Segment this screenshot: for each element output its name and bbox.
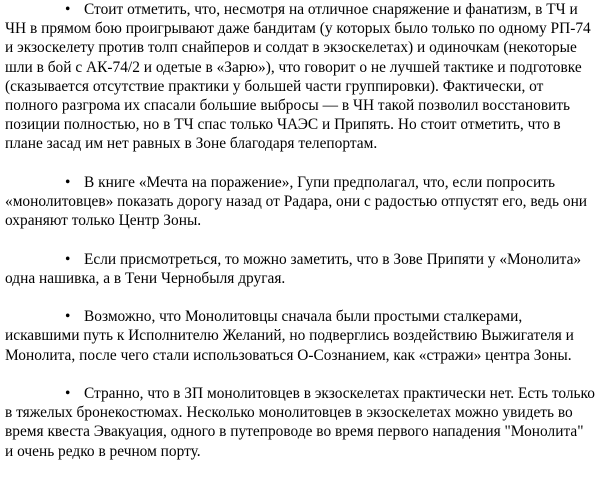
- list-item: [5, 384, 595, 461]
- bullet-icon: •: [65, 250, 71, 268]
- document-body: [5, 0, 595, 461]
- list-item-text: Если присмотреться, то можно заметить, что в Зове Припяти у «Монолита» одна нашивка, а в Тени Чернобыля другая.: [5, 250, 582, 287]
- bullet-icon: •: [65, 308, 71, 326]
- list-item-text: В книге «Мечта на поражение», Гупи предполагал, что, если попросить «монолитовцев» показать дорогу назад от Радара, они с радостью отпустят его, ведь они охраняют только Центр Зоны.: [5, 173, 588, 230]
- list-item-text: Странно, что в ЗП монолитовцев в экзоскелетах практически нет. Есть только в тяжелых бронекостюмах. Несколько монолитовцев в экзоскелетах можно увидеть во время квеста Эвакуация, одного в путепроводе во время первого нападения "Монолита" и очень редко в речном порту.: [5, 385, 595, 460]
- bullet-icon: •: [65, 1, 71, 18]
- list-item: [5, 307, 595, 365]
- list-item: [5, 250, 595, 288]
- list-item-text: Стоит отметить, что, несмотря на отличное снаряжение и фанатизм, в ТЧ и ЧН в прямом бою проигрывают даже бандитам (у которых было только по одному РП-74 и экзоскелету против толп снайперов и солдат в экзоскелетах) и одиночкам (некоторые шли в бой с АК-74/2 и одетые в «Зарю»), что говорит о не лучшей тактике и подготовке (сказывается отсутствие практики у большей части группировки). Фактически, от полного разгрома их спасали большие выбросы — в ЧН такой позволил восстановить позиции полностью, но в ТЧ спас только ЧАЭС и Припять. Но стоит отметить, что в плане засад им нет равных в Зоне благодаря телепортам.: [5, 1, 591, 153]
- list-item-text: Возможно, что Монолитовцы сначала были простыми сталкерами, искавшими путь к Исполнителю Желаний, но подверглись воздействию Выжигателя и Монолита, после чего стали использоваться О-Сознанием, как «стражи» центра Зоны.: [5, 308, 574, 364]
- bullet-icon: •: [65, 173, 71, 191]
- list-item: [5, 173, 595, 231]
- bullet-icon: •: [65, 385, 71, 402]
- list-item: [5, 0, 595, 154]
